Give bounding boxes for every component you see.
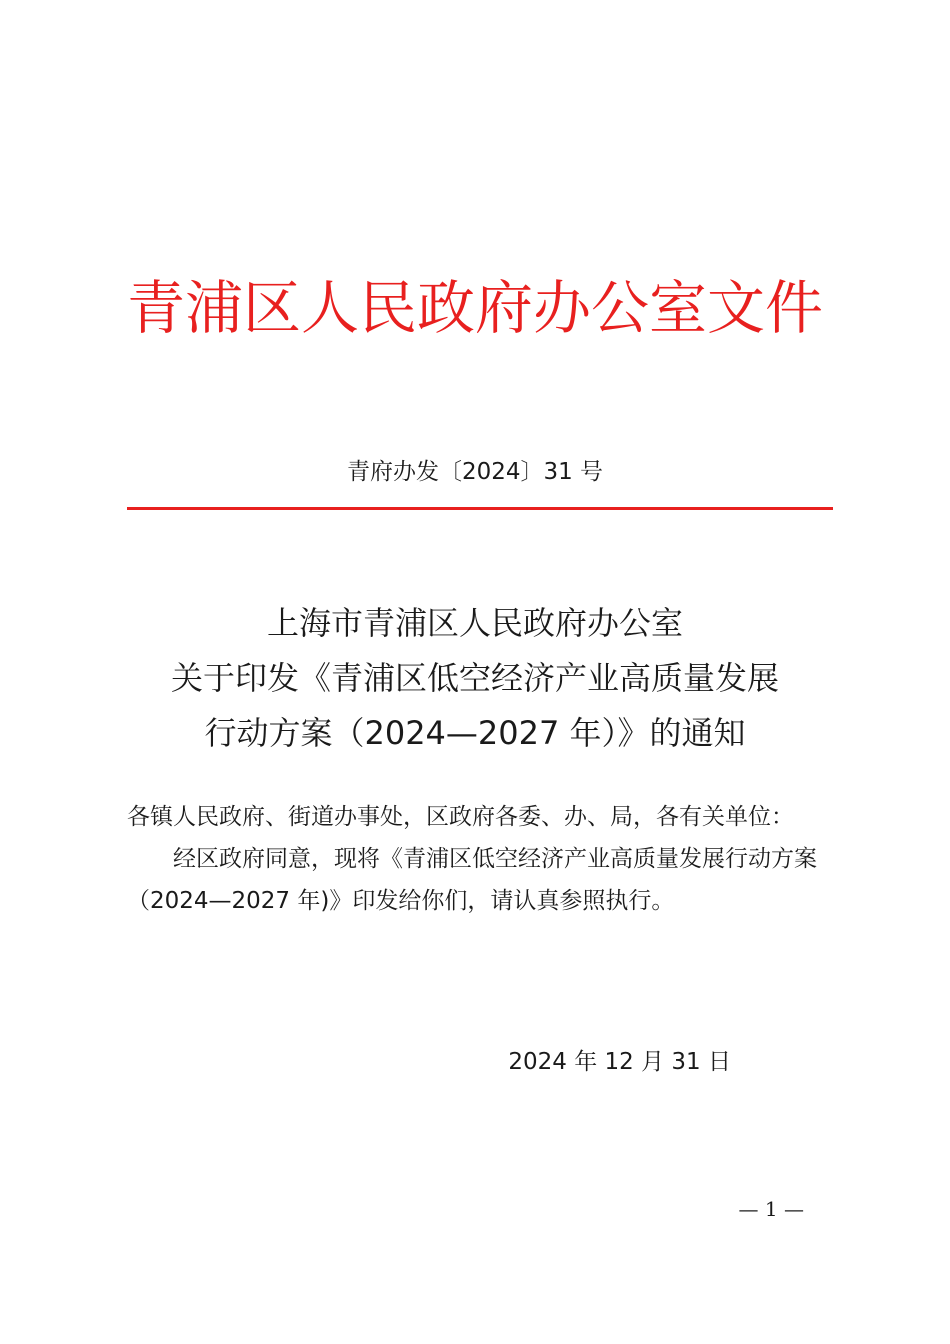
recipients-line: 各镇人民政府、街道办事处，区政府各委、办、局，各有关单位： (127, 804, 794, 830)
issuer-title: 青浦区人民政府办公室文件 (126, 274, 823, 342)
document-number: 青府办发〔2024〕31 号 (346, 459, 604, 485)
red-separator-line (127, 507, 833, 510)
body-paragraph: 经区政府同意，现将《青浦区低空经济产业高质量发展行动方案（2024—2027 年)》印发给你们，请认真参照执行。 (127, 846, 817, 914)
issue-date: 2024 年 12 月 31 日 (508, 1049, 731, 1075)
notice-title-line: 行动方案（2024—2027 年）》的通知 (204, 714, 746, 752)
page-number: — 1 — (738, 1197, 804, 1221)
notice-title (0, 596, 950, 761)
notice-title-line: 关于印发《青浦区低空经济产业高质量发展 (170, 659, 779, 697)
notice-title-line: 上海市青浦区人民政府办公室 (266, 604, 683, 642)
body-text (127, 796, 837, 922)
